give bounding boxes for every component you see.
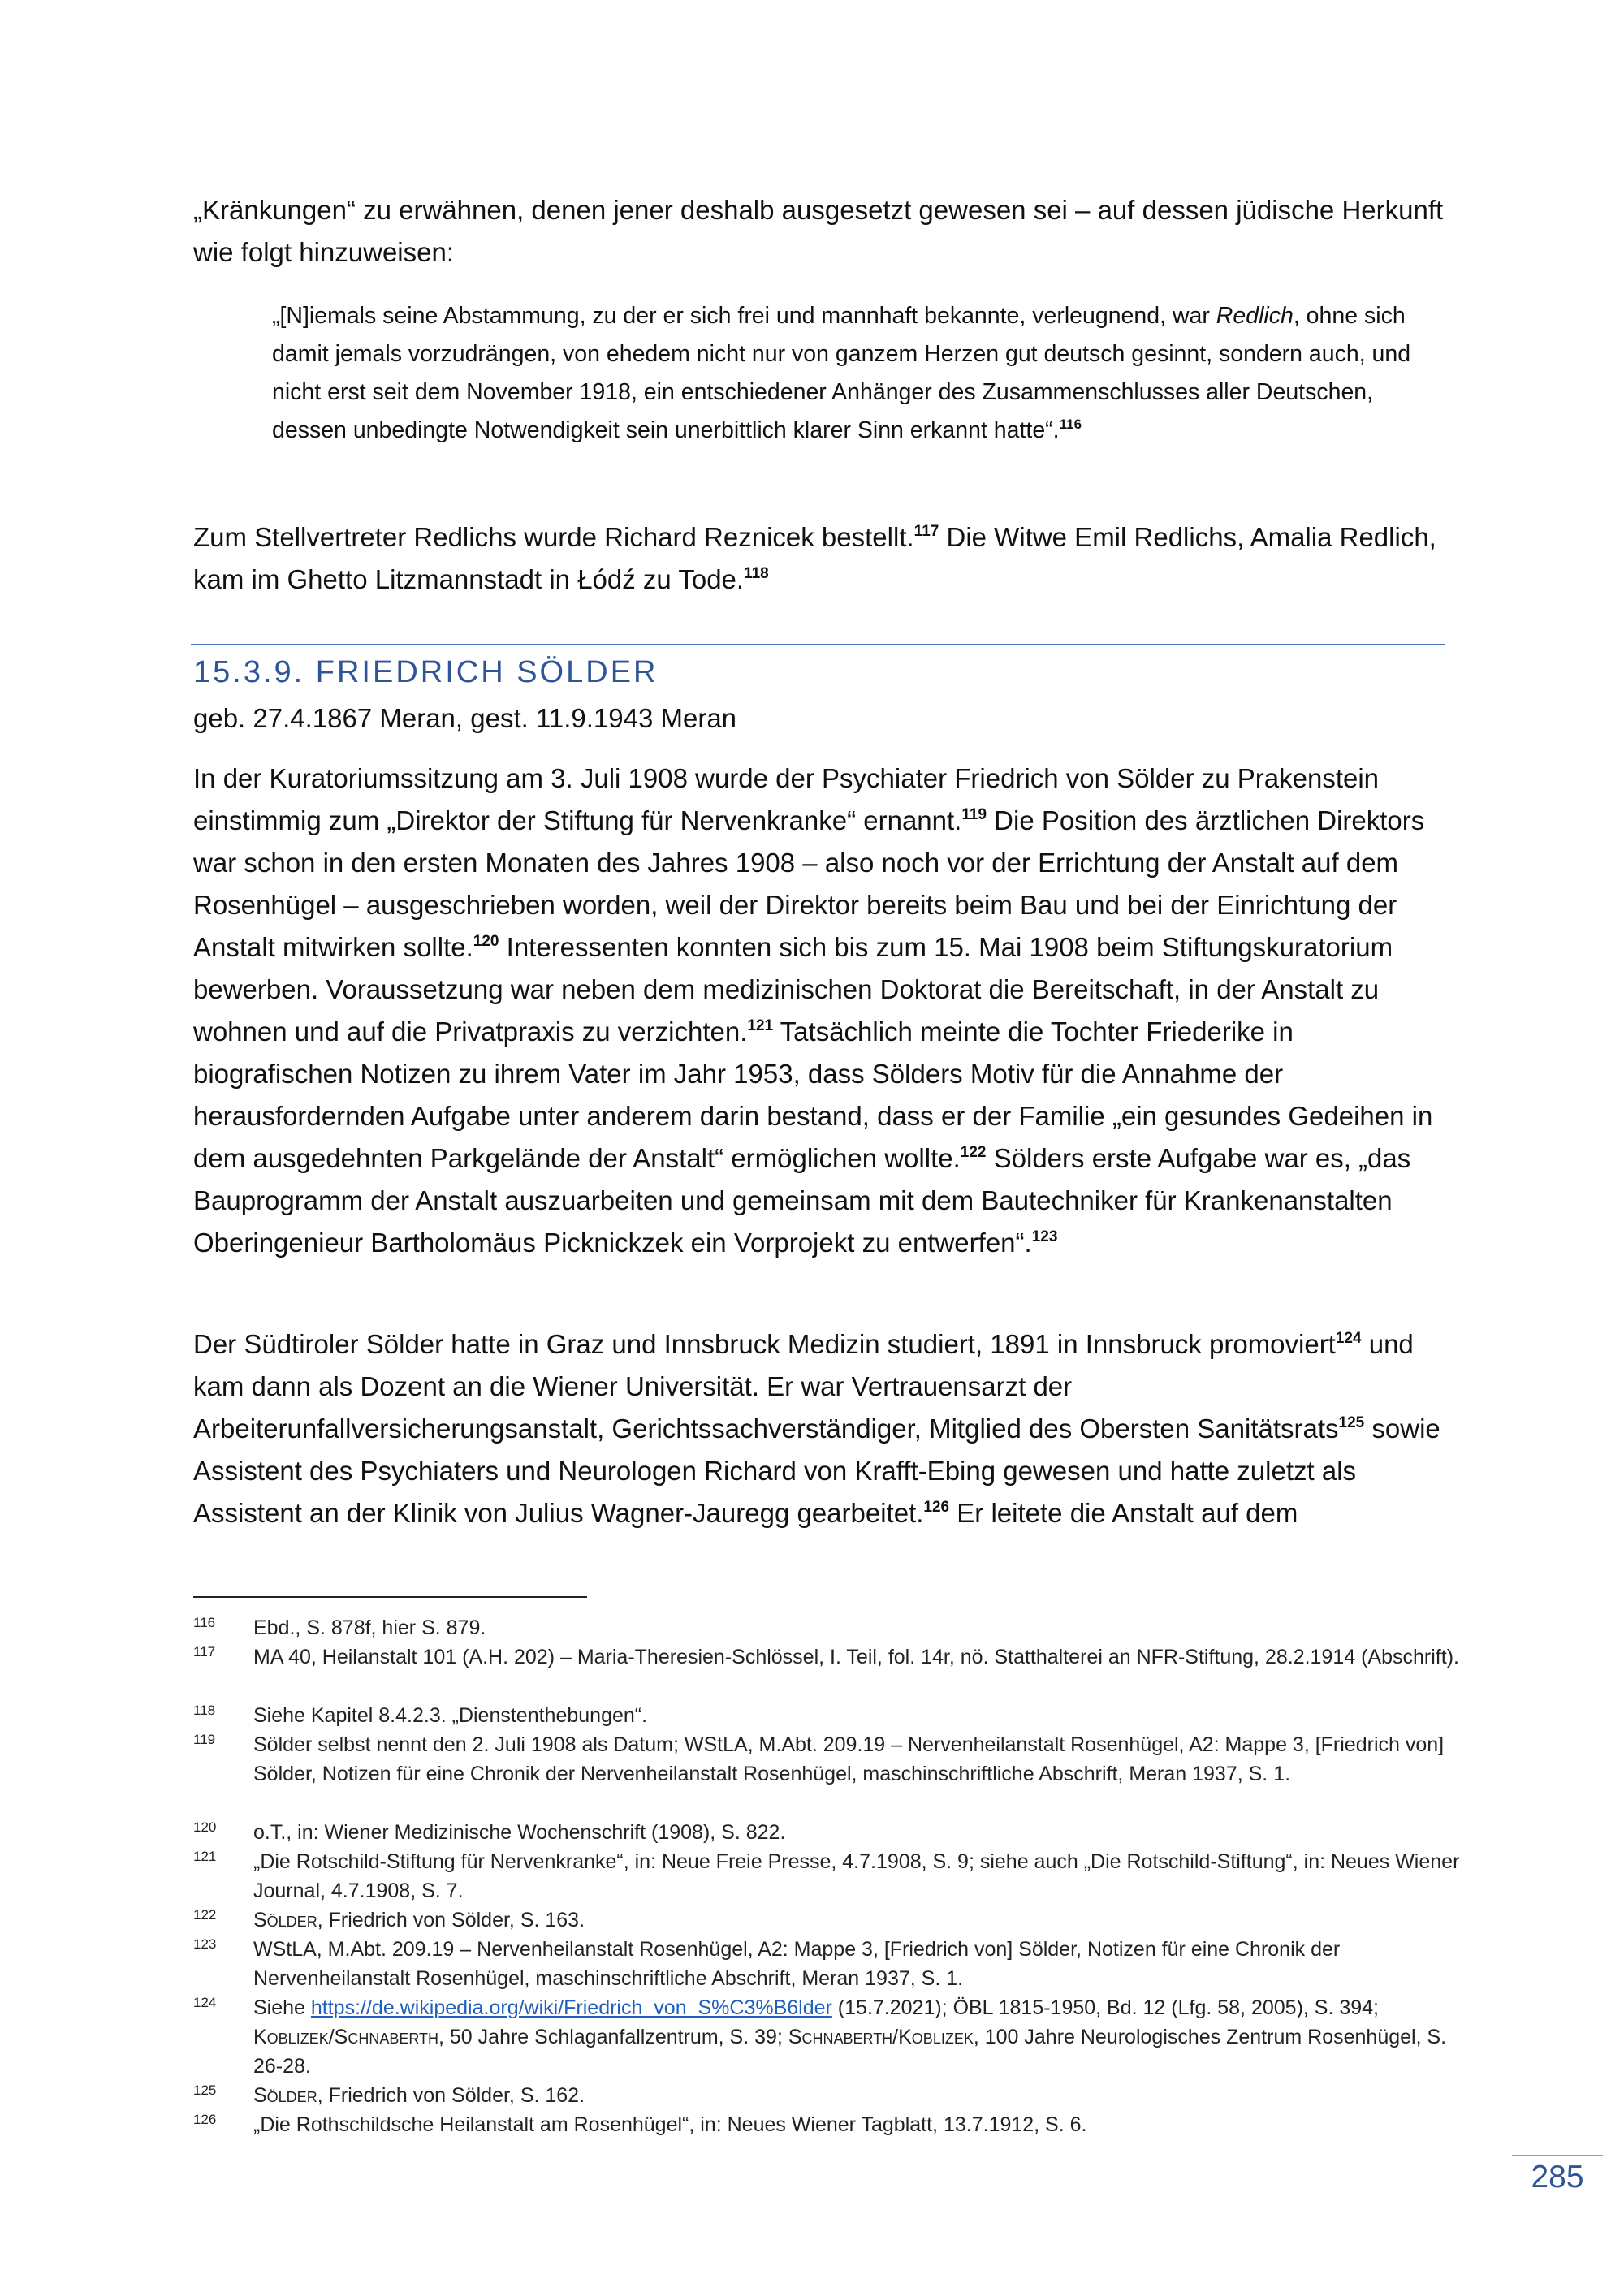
footnote-text: o.T., in: Wiener Medizinische Wochenschrift (1908), S. 822. (253, 1821, 786, 1844)
citation-text: , 50 Jahre Schlaganfallzentrum, S. 39; (438, 2026, 788, 2048)
paragraph-text: Er leitete die Anstalt auf dem (949, 1498, 1298, 1528)
footnote-divider (193, 1596, 587, 1598)
footnote-text: „Die Rotschild-Stiftung für Nervenkranke“, in: Neue Freie Presse, 4.7.1908, S. 9; siehe auch „Die Rotschild-Stiftung“, in: Neues Wiener Journal, 4.7.1908, S. 7. (253, 1850, 1460, 1902)
block-quote (272, 297, 1425, 450)
author-name: Koblizek/Schnaberth (253, 2026, 439, 2048)
section-heading: 15.3.9. FRIEDRICH SÖLDER (193, 655, 659, 689)
footnote-ref-126[interactable]: 126 (923, 1499, 950, 1516)
body-paragraph-successor (193, 516, 1448, 601)
footnote-ref-125[interactable]: 125 (1338, 1414, 1365, 1431)
author-name: Schnaberth/Koblizek (788, 2026, 974, 2048)
quote-text: „[N]iemals seine Abstammung, zu der er sich frei und mannhaft bekannte, verleugnend, war (272, 303, 1216, 329)
footnote-text: „Die Rothschildsche Heilanstalt am Rosenhügel“, in: Neues Wiener Tagblatt, 13.7.1912, S. 6. (253, 2113, 1087, 2136)
footnote-ref-118[interactable]: 118 (744, 565, 769, 582)
section-subheading: geb. 27.4.1867 Meran, gest. 11.9.1943 Meran (193, 703, 737, 733)
footnote-number: 123 (193, 1936, 217, 1952)
footnote-text: WStLA, M.Abt. 209.19 – Nervenheilanstalt Rosenhügel, A2: Mappe 3, [Friedrich von] Sölder, Notizen für eine Chronik der Nervenheilanstalt Rosenhügel, maschinschriftliche Abschrift, Meran 1937, S. 1. (253, 1938, 1341, 1990)
quote-emphasis: Redlich (1216, 303, 1294, 329)
paragraph-text: Der Südtiroler Sölder hatte in Graz und Innsbruck Medizin studiert, 1891 in Innsbruck promoviert (193, 1329, 1336, 1359)
footnote-text: Siehe Kapitel 8.4.2.3. „Dienstenthebungen“. (253, 1704, 648, 1727)
footnote-text (253, 1905, 1460, 1935)
footnote-text: Sölder selbst nennt den 2. Juli 1908 als Datum; WStLA, M.Abt. 209.19 – Nervenheilanstalt Rosenhügel, A2: Mappe 3, [Friedrich von] Sölder, Notizen für eine Chronik der Nervenheilanstalt Rosenhügel, maschinschriftliche Abschrift, Meran 1937, S. 1. (253, 1733, 1445, 1785)
footnote-number: 124 (193, 1995, 217, 2010)
quote-text: , ohne sich damit jemals vorzudrängen, von ehedem nicht nur von ganzem Herzen gut deutsch gesinnt, sondern auch, und nicht erst seit dem November 1918, ein entschiedener Anhänger des Zusammenschlusses aller Deutschen, dessen unbedingte Notwendigkeit sein unerbittlich klarer Sinn erkannt hatte“. (272, 303, 1411, 443)
paragraph-text: Die Position des ärztlichen Direktors war schon in den ersten Monaten des Jahres 1908 – also noch vor der Errichtung der Anstalt auf dem Rosenhügel – ausgeschrieben worden, weil der Direktor bereits beim Bau und bei der Einrichtung der Anstalt mitwirken sollte. (193, 805, 1425, 962)
footnote-ref-122[interactable]: 122 (960, 1144, 987, 1161)
footnote-text: MA 40, Heilanstalt 101 (A.H. 202) – Maria-Theresien-Schlössel, I. Teil, fol. 14r, nö. Statthalterei an NFR-Stiftung, 28.2.1914 (Abschrift). (253, 1646, 1459, 1668)
footnote-number: 119 (193, 1732, 216, 1747)
paragraph-text: In der Kuratoriumssitzung am 3. Juli 1908 wurde der Psychiater Friedrich von Sölder zu Prakenstein einstimmig zum „Direktor der Stiftung für Nervenkranke“ ernannt. (193, 763, 1380, 835)
page-number: 285 (1531, 2160, 1584, 2195)
footnote-number: 117 (193, 1644, 216, 1659)
body-paragraph-intro (193, 189, 1448, 274)
footnote-number: 125 (193, 2082, 217, 2098)
body-paragraph-biography (193, 1323, 1448, 1534)
citation-text: , Friedrich von Sölder, S. 162. (317, 2084, 585, 2107)
footnote-number: 126 (193, 2112, 217, 2127)
citation-text: , 100 Jahre Neurologisches Zentrum Rosenhügel, S. 26-28. (253, 2026, 1447, 2078)
footnote-number: 121 (193, 1849, 217, 1864)
paragraph-text: Die Witwe Emil Redlichs, Amalia Redlich, kam im Ghetto Litzmannstadt in Łódź zu Tode. (193, 522, 1436, 594)
footnote-text (253, 2081, 1460, 2110)
author-name: Sölder (253, 1909, 317, 1931)
author-name: Sölder (253, 2084, 317, 2107)
paragraph-text: Interessenten konnten sich bis zum 15. Mai 1908 beim Stiftungskuratorium bewerben. Voraussetzung war neben dem medizinischen Doktorat die Bereitschaft, in der Anstalt zu wohnen und auf die Privatpraxis zu verzichten. (193, 932, 1393, 1047)
footnote-text (253, 1993, 1460, 2081)
footnote-number: 122 (193, 1907, 217, 1923)
citation-text: Siehe (253, 1996, 311, 2019)
footnote-ref-116[interactable]: 116 (1059, 416, 1082, 432)
footnote-ref-124[interactable]: 124 (1335, 1330, 1362, 1347)
heading-divider (191, 644, 1445, 645)
paragraph-text: Sölders erste Aufgabe war es, „das Bauprogramm der Anstalt auszuarbeiten und gemeinsam mit dem Bautechniker für Krankenanstalten Oberingenieur Bartholomäus Picknickzek ein Vorprojekt zu entwerfen“. (193, 1143, 1411, 1258)
citation-text: , Friedrich von Sölder, S. 163. (317, 1909, 585, 1931)
paragraph-text: und kam dann als Dozent an die Wiener Universität. Er war Vertrauensarzt der Arbeiterunfallversicherungsanstalt, Gerichtssachverständiger, Mitglied des Obersten Sanitätsrats (193, 1329, 1414, 1444)
paragraph-text: Zum Stellvertreter Redlichs wurde Richard Reznicek bestellt. (193, 522, 914, 552)
footnote-number: 116 (193, 1615, 216, 1630)
body-paragraph-appointment (193, 757, 1448, 1264)
footnote-number: 120 (193, 1819, 217, 1835)
footnote-ref-119[interactable]: 119 (961, 806, 987, 823)
footnote-text: Ebd., S. 878f, hier S. 879. (253, 1616, 486, 1639)
paragraph-text: „Kränkungen“ zu erwähnen, denen jener deshalb ausgesetzt gewesen sei – auf dessen jüdische Herkunft wie folgt hinzuweisen: (193, 195, 1444, 267)
footnote-ref-123[interactable]: 123 (1031, 1228, 1058, 1245)
paragraph-text: Tatsächlich meinte die Tochter Friederike in biografischen Notizen zu ihrem Vater im Jahr 1953, dass Sölders Motiv für die Annahme der herausfordernden Aufgabe unter anderem darin bestand, dass er der Familie „ein gesundes Gedeihen in dem ausgedehnten Parkgelände der Anstalt“ ermöglichen wollte. (193, 1016, 1433, 1173)
paragraph-text: sowie Assistent des Psychiaters und Neurologen Richard von Krafft-Ebing gewesen und hatte zuletzt als Assistent an der Klinik von Julius Wagner-Jauregg gearbeitet. (193, 1413, 1440, 1528)
wikipedia-link[interactable]: https://de.wikipedia.org/wiki/Friedrich_von_S%C3%B6lder (310, 1996, 832, 2019)
footnote-number: 118 (193, 1703, 216, 1718)
citation-text: (15.7.2021); ÖBL 1815-1950, Bd. 12 (Lfg. 58, 2005), S. 394; (831, 1996, 1380, 2019)
footnote-ref-117[interactable]: 117 (914, 523, 939, 540)
footnote-ref-120[interactable]: 120 (473, 933, 499, 950)
footnote-ref-121[interactable]: 121 (747, 1017, 774, 1034)
